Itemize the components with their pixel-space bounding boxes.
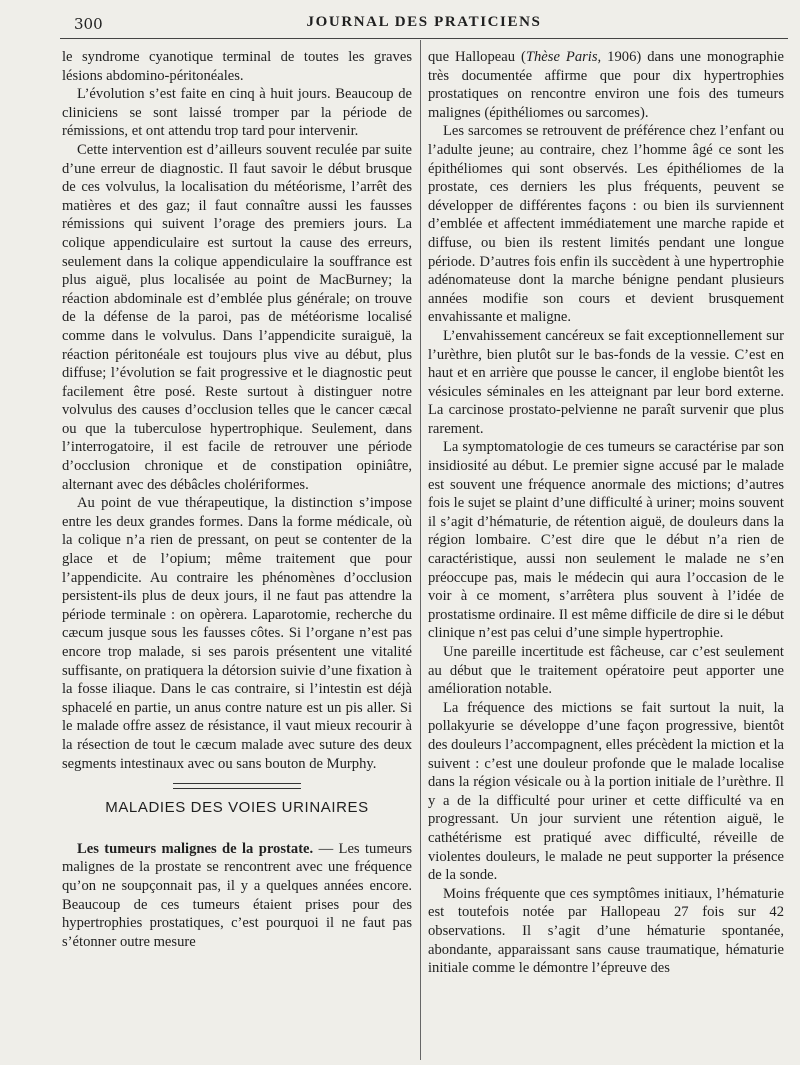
running-title: JOURNAL DES PRATICIENS	[306, 14, 542, 30]
article-title: Les tumeurs malignes de la prostate.	[77, 840, 314, 857]
paragraph: Au point de vue thérapeutique, la distinction s’impose entre les deux grandes formes. Dans la forme médicale, où la colique n’a rien de pressant, on peut se contenter de la glace et de l’opium; même traitement que pour l’appendicite. Au contraire les phénomènes d’occlusion persistent-ils plus de deux jours, il ne faut pas attendre la période terminale : on opèrera. Laparotomie, recherche du cæcum jusque sous les fausses côtes. Si l’organe n’est pas encore trop malade, si ses parois présentent une vitalité suffisante, on pratiquera la détorsion suivie d’une fixation à la fosse iliaque. Dans le cas contraire, si l’intestin est déjà sphacelé en partie, un anus contre nature est un pis aller. Si le malade offre assez de résistance, il vaut mieux recourir à la résection de tout le cæcum malade avec suture des deux segments intestinaux avec ou sans bouton de Murphy.	[62, 495, 412, 772]
paragraph: Les sarcomes se retrouvent de préférence chez l’enfant ou l’adulte jeune; au contraire, chez l’homme âgé ce sont les épithéliomes qui sont observés. Les épithéliomes de la prostate, ces derniers les plus fréquents, peuvent se développer de différentes façons : ou bien ils surviennent d’emblée et affectent immédiatement une marche rapide et diffuse, ou bien ils restent limités pendant une longue période. D’autres fois enfin ils succèdent à une hypertrophie adénomateuse dont la marche bénigne pendant plusieurs années modifie son cours et devient brusquement envahissante et maligne.	[428, 123, 784, 326]
column-divider	[420, 40, 421, 1060]
section-divider	[173, 783, 301, 789]
paragraph	[428, 48, 784, 122]
paragraph: L’envahissement cancéreux se fait exceptionnellement sur l’urèthre, bien plutôt sur le bas-fonds de la vessie. C’est en haut et en arrière que pousse le cancer, il englobe bientôt les vésicules séminales en les atteignant par leur bord externe. La carcinose prostato-pelvienne ne paraît survenir que plus rarement.	[428, 327, 784, 437]
text-span: que Hallopeau (	[428, 49, 526, 65]
citation: Thèse Paris,	[525, 49, 602, 65]
paragraph: La symptomatologie de ces tumeurs se caractérise par son insidiosité au début. Le premier signe accusé par le malade est souvent une fréquence anormale des mictions; d’autres fois le sujet se plaint d’une difficulté à uriner; moins souvent il s’agit d’hématurie, de rétention aiguë, de douleurs dans la région lombaire. C’est dire que le début n’a rien de caractéristique, aussi non seulement le malade ne s’en préoccupe pas, mais le médecin qui aura l’occasion de le voir à ce moment, s’arrêtera plus souvent à l’idée de prostatisme ordinaire. Il est même difficile de dire si le début clinique n’est pas celui d’une simple hypertrophie.	[428, 439, 784, 642]
right-column	[428, 48, 784, 978]
page-number: 300	[74, 15, 103, 33]
paragraph: L’évolution s’est faite en cinq à huit jours. Beaucoup de cliniciens se sont laissé tromper par la période de rémissions, et ont attendu trop tard pour intervenir.	[62, 86, 412, 140]
text-span: 1906) dans une monographie très documentée affirme que pour dix hypertrophies prostatiques on rencontre environ une fois des tumeurs malignes (épithéliomes ou sarcomes).	[428, 49, 785, 121]
article-intro-text: — Les tumeurs malignes de la prostate se rencontrent avec une fréquence qu’on ne soupçonnait pas, il y a quelques années encore. Beaucoup de ces tumeurs étaient prises pour des hypertrophies prostatiques, c’est pourquoi il ne faut pas s’étonner outre mesure	[62, 840, 412, 950]
paragraph: Une pareille incertitude est fâcheuse, car c’est seulement au début que le traitement opératoire peut apporter une amélioration notable.	[428, 644, 784, 698]
left-column	[62, 48, 412, 951]
section-heading: MALADIES DES VOIES URINAIRES	[105, 799, 369, 817]
paragraph: le syndrome cyanotique terminal de toutes les graves lésions abdomino-péritonéales.	[62, 49, 412, 84]
paragraph: La fréquence des mictions se fait surtout la nuit, la pollakyurie se développe d’une façon progressive, bientôt des douleurs l’accompagnent, elles précèdent la miction et la suivent : c’est une douleur profonde que le malade localise dans la région vésicale ou à la portion initiale de l’urèthre. Il y a de la difficulté pour uriner et cette difficulté va en progressant. Un jour survient une rétention aiguë, le cathétérisme est pratiqué avec difficulté, réveille de violentes douleurs, le malade ne peut supporter la présence de la sonde.	[428, 699, 784, 884]
paragraph: Moins fréquente que ces symptômes initiaux, l’hématurie est toutefois notée par Hallopeau 27 fois sur 42 observations. Il s’agit d’une hématurie spontanée, abondante, apparaissant sans cause traumatique, hématurie initiale comme le démontre l’épreuve des	[428, 885, 784, 977]
page-header	[60, 12, 788, 39]
article-intro-paragraph	[62, 840, 412, 952]
paragraph: Cette intervention est d’ailleurs souvent reculée par suite d’une erreur de diagnostic. Il faut savoir le début brusque de ces volvulus, la localisation du météorisme, l’arrêt des matières et des gaz; il faut connaître aussi les fausses rémissions qui suivent l’orage des premiers jours. La colique appendiculaire est surtout la cause des erreurs, seulement dans la colique appendiculaire la souffrance est plus aiguë, plus localisée au point de MacBurney; la réaction abdominale est d’emblée plus générale; on trouve de la défense de la paroi, pas de météorisme localisé comme dans le volvulus. Dans l’appendicite suraiguë, la réaction péritonéale est toujours plus vive au début, plus diffuse; l’évolution se fait progressive et le diagnostic peut facilement être posé. Reste surtout à distinguer notre volvulus des causes d’occlusion telles que le cancer cæcal ou que la tuberculose hypertrophique. Seulement, dans l’interrogatoire, il est facile de retrouver une période d’occlusion chronique et de constipation opiniâtre, alternant avec des débâcles cholériformes.	[62, 141, 412, 493]
